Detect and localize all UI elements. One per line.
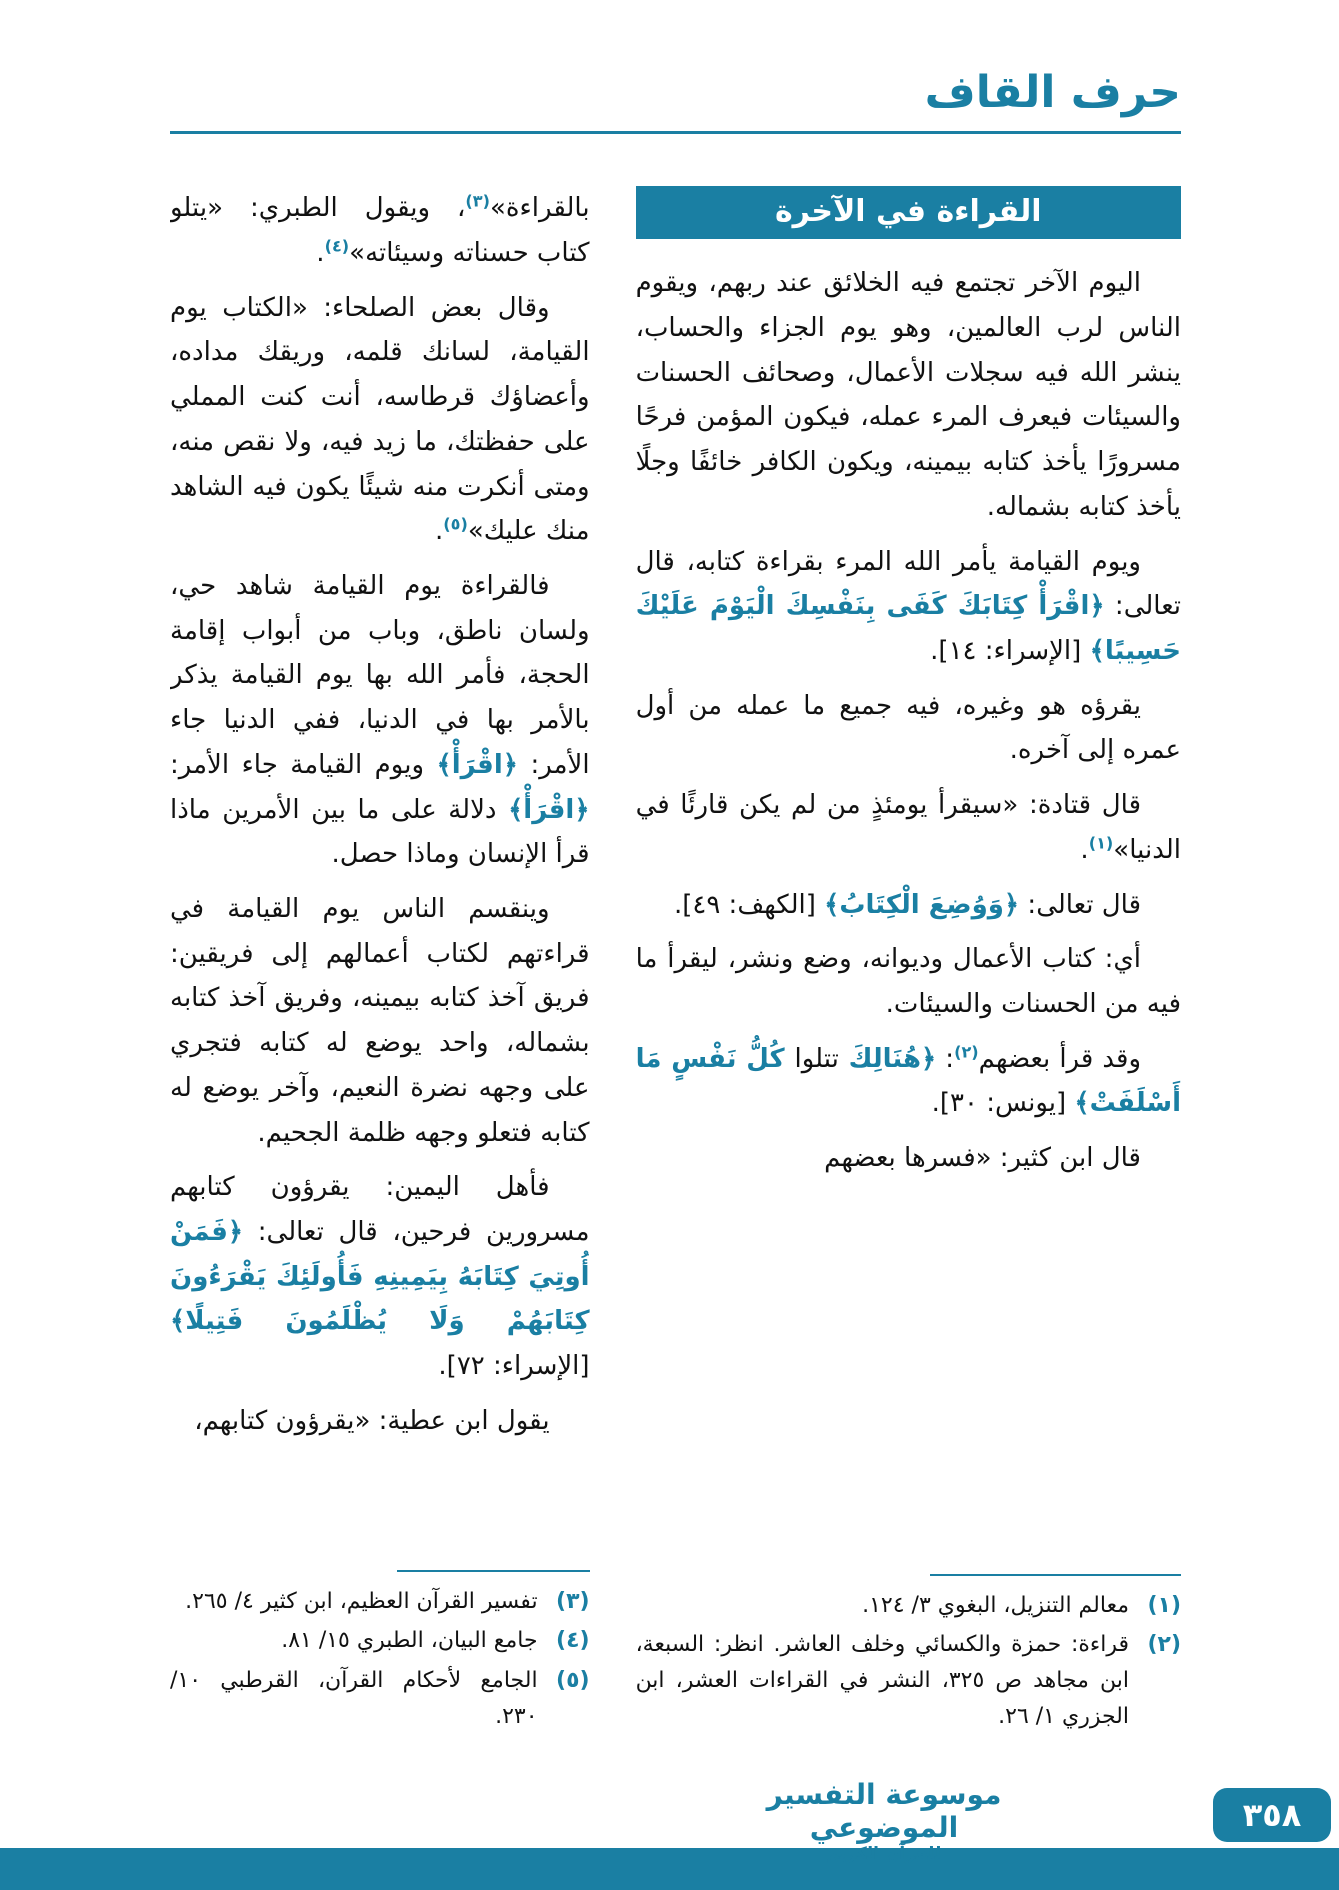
quran-quote: ﴿اقْرَأْ كِتَابَكَ كَفَى بِنَفْسِكَ الْيَوْمَ عَلَيْكَ حَسِيبًا﴾ [635,591,1181,666]
paragraph [170,887,590,1155]
paragraph [636,1037,1181,1126]
footnote-divider [397,1570,590,1572]
quran-quote: كُلُّ نَفْسٍ مَا أَسْلَفَتْ﴾ [635,1043,1181,1119]
footnote-ref: (٤) [324,236,350,256]
body-text: [الكهف: ٤٩]. [673,889,825,920]
footnote [636,1627,1181,1734]
body-text: . [316,237,325,268]
body-text: وقال بعض الصلحاء: «الكتاب يوم القيامة، لسانك قلمه، وريقك مداده، وأعضاؤك قرطاسه، أنت كنت المملي على حفظتك، ما زيد فيه، ولا نقص منه، ومتى أنكرت منه شيئًا يكون فيه الشاهد منك عليك» [170,292,590,547]
right-column-text [636,261,1181,1191]
quran-quote: ﴿اقْرَأْ﴾ [436,749,518,780]
paragraph [170,1399,590,1444]
footnote-ref: (١) [1088,833,1114,853]
body-text: وقد قرأ بعضهم [978,1043,1141,1074]
body-text: ويوم القيامة يأمر الله المرء بقراءة كتابه، قال تعالى: [635,546,1181,622]
quran-quote: ﴿فَمَنْ أُوتِيَ كِتَابَهُ بِيَمِينِهِ فَأُولَئِكَ يَقْرَءُونَ كِتَابَهُمْ وَلَا يُظْلَمُونَ فَتِيلًا﴾ [170,1217,590,1337]
body-text: بالقراءة» [490,193,590,224]
body-text: قال تعالى: [1019,889,1141,920]
footnote-number: (٥) [556,1667,590,1693]
paragraph [170,186,590,275]
footnote-number: (٤) [556,1628,590,1654]
footnote-number: (٢) [1147,1632,1181,1658]
footnote-text: معالم التنزيل، البغوي ٣/ ١٢٤. [862,1592,1129,1618]
body-text: أي: كتاب الأعمال وديوانه، وضع ونشر، ليقرأ ما فيه من الحسنات والسيئات. [635,944,1181,1019]
body-text: يقول ابن عطية: «يقرؤون كتابهم، [194,1405,550,1436]
footnote-ref: (٥) [443,514,468,534]
quran-quote: ﴿هُنَالِكَ [838,1043,937,1074]
section-title-box [636,186,1181,239]
chapter-title: حرف القاف [924,67,1181,118]
body-text: ويوم القيامة جاء الأمر: [170,749,437,780]
body-text: [الإسراء: ٧٢]. [438,1351,590,1382]
footnote-ref: (٢) [954,1042,979,1062]
paragraph [636,540,1181,674]
footnote-list [636,1588,1181,1735]
body-text: فالقراءة يوم القيامة شاهد حي، ولسان ناطق، وباب من أبواب إقامة الحجة، فأمر الله بها يوم القيامة يذكر بالأمر بها في الدنيا، ففي الدنيا جاء الأمر: [170,570,590,780]
right-column [636,186,1181,1738]
footnote [170,1663,590,1734]
publisher-logo [759,1778,1009,1864]
publisher-logo-subtitle: للقرآن الكريم [826,1843,942,1864]
body-text: . [434,516,444,547]
page-number-badge [1213,1788,1331,1842]
body-text: قال ابن كثير: «فسرها بعضهم [824,1143,1141,1174]
paragraph [636,1136,1181,1181]
paragraph [636,783,1181,872]
body-text: [الإسراء: ١٤]. [930,635,1090,666]
header-divider [170,131,1181,134]
body-text: قال قتادة: «سيقرأ يومئذٍ من لم يكن قارئًا في الدنيا» [635,790,1181,865]
paragraph [636,937,1181,1026]
footnote-list [170,1584,590,1735]
body-text: تتلوا [794,1043,839,1074]
paragraph [170,286,590,554]
publisher-logo-title: موسوعة التفسير الموضوعي [766,1777,1002,1844]
page-number: ٣٥٨ [1242,1796,1302,1834]
section-title: القراءة في الآخرة [774,194,1042,230]
left-column-footnotes [170,1562,590,1739]
body-text: وينقسم الناس يوم القيامة في قراءتهم لكتاب أعمالهم إلى فريقين: فريق آخذ كتابه بيمينه، وفريق آخذ كتابه بشماله، واحد يوضع له كتابه فتجري على وجهه نضرة النعيم، وآخر يوضع له كتابه فتعلو وجهه ظلمة الجحيم. [170,893,590,1148]
footnote [170,1623,590,1659]
body-text: دلالة على ما بين الأمرين ماذا قرأ الإنسان وماذا حصل. [170,794,590,870]
paragraph [636,883,1181,928]
footnote-number: (١) [1147,1592,1181,1618]
body-text: فأهل اليمين: يقرؤون كتابهم مسرورين فرحين، قال تعالى: [170,1172,590,1247]
footnote-text: الجامع لأحكام القرآن، القرطبي ١٠/ ٢٣٠. [170,1667,538,1729]
footnote [170,1584,590,1620]
paragraph [170,564,590,877]
footnote-number: (٣) [556,1588,590,1614]
footnote [636,1588,1181,1624]
paragraph [636,684,1181,773]
footnote-ref: (٣) [465,191,490,211]
footnote-text: جامع البيان، الطبري ١٥/ ٨١. [281,1628,538,1654]
body-text: ، ويقول الطبري: «يتلو كتاب حسناته وسيئاته» [170,193,590,268]
footnote-divider [930,1574,1181,1576]
left-column-text [170,186,590,1453]
footnote-text: قراءة: حمزة والكسائي وخلف العاشر. انظر: السبعة، ابن مجاهد ص ٣٢٥، النشر في القراءات العشر، ابن الجزري ١/ ٢٦. [635,1632,1129,1729]
body-text: [يونس: ٣٠]. [931,1088,1075,1119]
body-text: : [936,1043,955,1074]
body-text: . [1080,834,1089,865]
right-column-footnotes [636,1566,1181,1739]
page-header [170,64,1181,134]
body-text: يقرؤه هو وغيره، فيه جميع ما عمله من أول عمره إلى آخره. [635,690,1181,766]
footnote-text: تفسير القرآن العظيم، ابن كثير ٤/ ٢٦٥. [185,1588,538,1614]
quran-quote: ﴿وَوُضِعَ الْكِتَابُ﴾ [824,889,1020,920]
paragraph [170,1165,590,1389]
content-columns [170,186,1181,1738]
bottom-band [0,1848,1339,1890]
left-column [170,186,590,1738]
paragraph [636,261,1181,529]
quran-quote: ﴿اقْرَأْ﴾ [508,794,590,825]
body-text: اليوم الآخر تجتمع فيه الخلائق عند ربهم، ويقوم الناس لرب العالمين، وهو يوم الجزاء والحساب، ينشر الله فيه سجلات الأعمال، وصحائف الحسنات والسيئات فيعرف المرء عمله، فيكون المؤمن فرحًا مسرورًا يأخذ كتابه بيمينه، ويكون الكافر خائفًا وجلًا يأخذ كتابه بشماله. [635,268,1181,522]
